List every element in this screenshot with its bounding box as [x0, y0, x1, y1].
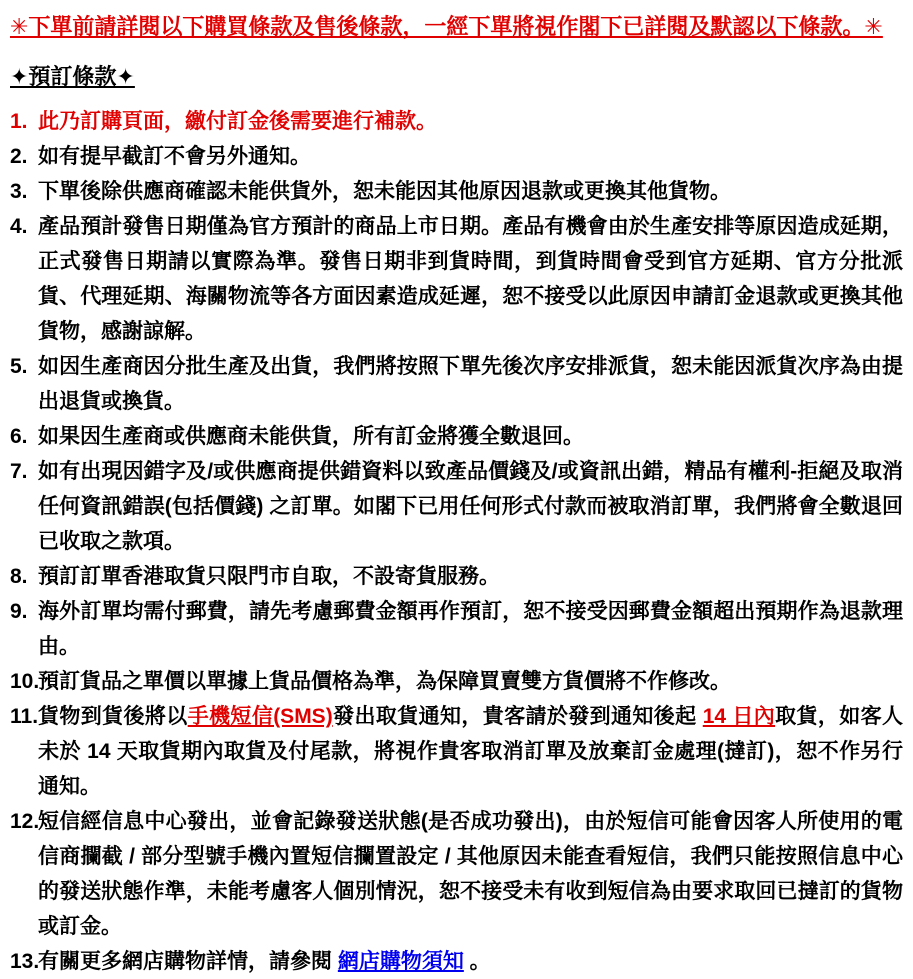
- item-text: [38, 950, 491, 973]
- item-text: 如因生產商因分批生產及出貨，我們將按照下單先後次序安排派貨，恕未能因派貨次序為由提出退貨或換貨。: [38, 355, 903, 413]
- item-number: 13.: [10, 950, 40, 973]
- item-text: 預訂貨品之單價以單據上貨品價格為準，為保障買賣雙方貨價將不作修改。: [38, 670, 731, 693]
- item-text: [38, 705, 903, 798]
- item-text: 短信經信息中心發出，並會記錄發送狀態(是否成功發出)，由於短信可能會因客人所使用的電信商攔截 / 部分型號手機內置短信攔置設定 / 其他原因未能查看短信，我們只能按照信息中心的發送狀態作準，未能考慮客人個別情況，恕不接受未有收到短信為由要求取回已撻訂的貨物或訂金。: [38, 810, 903, 938]
- item-number: 5.: [10, 355, 28, 378]
- list-item: [10, 419, 903, 454]
- list-item: [10, 804, 903, 944]
- list-item: [10, 594, 903, 664]
- list-item: [10, 349, 903, 419]
- item-text-segment: 取貨，如客人未於 14 天取貨期內取貨及付尾款，將視作貴客取消訂單及放棄訂金處理(撻訂)，恕不作另行通知。: [38, 705, 903, 798]
- terms-list: [10, 104, 903, 979]
- item-number: 4.: [10, 215, 28, 238]
- item-text-segment: 貨物到貨後將以: [38, 705, 188, 728]
- item-text: 下單後除供應商確認未能供貨外，恕未能因其他原因退款或更換其他貨物。: [38, 180, 731, 203]
- item-text: 此乃訂購頁面，繳付訂金後需要進行補款。: [38, 110, 437, 133]
- item-text: 預訂訂單香港取貨只限門市自取，不設寄貨服務。: [38, 565, 500, 588]
- document-title: ✳下單前請詳閱以下購買條款及售後條款，一經下單將視作閣下已詳閱及默認以下條款。✳: [10, 14, 883, 39]
- list-item: [10, 559, 903, 594]
- item-number: 12.: [10, 810, 40, 833]
- item-text: 如有出現因錯字及/或供應商提供錯資料以致產品價錢及/或資訊出錯，精品有權利-拒絕及取消任何資訊錯誤(包括價錢) 之訂單。如閣下已用任何形式付款而被取消訂單，我們將會全數退回已收取之款項。: [38, 460, 903, 553]
- item-text-segment: 。: [463, 950, 491, 973]
- item-number: 1.: [10, 110, 28, 133]
- item-number: 11.: [10, 705, 39, 728]
- item-text: 如有提早截訂不會另外通知。: [38, 145, 311, 168]
- item-number: 7.: [10, 460, 28, 483]
- item-number: 10.: [10, 670, 40, 693]
- list-item: [10, 174, 903, 209]
- shop-guide-link[interactable]: 網店購物須知: [337, 950, 464, 973]
- list-item: [10, 944, 903, 979]
- list-item: [10, 209, 903, 349]
- item-text: 產品預計發售日期僅為官方預計的商品上市日期。產品有機會由於生產安排等原因造成延期，正式發售日期請以實際為準。發售日期非到貨時間，到貨時間會受到官方延期、官方分批派貨、代理延期、海關物流等各方面因素造成延遲，恕不接受以此原因申請訂金退款或更換其他貨物，感謝諒解。: [38, 215, 903, 343]
- item-number: 6.: [10, 425, 28, 448]
- section-heading-preorder-terms: ✦預訂條款✦: [10, 64, 135, 89]
- list-item: [10, 454, 903, 559]
- item-text-segment: 發出取貨通知，貴客請於發到通知後起: [332, 705, 703, 728]
- list-item: [10, 699, 903, 804]
- item-number: 3.: [10, 180, 28, 203]
- item-number: 9.: [10, 600, 28, 623]
- item-number: 8.: [10, 565, 28, 588]
- item-text-segment: 有關更多網店購物詳情，請參閱: [38, 950, 338, 973]
- pickup-deadline-highlight: 14 日內: [702, 705, 776, 728]
- list-item: [10, 139, 903, 174]
- sms-notice-highlight: 手機短信(SMS): [187, 705, 333, 728]
- item-number: 2.: [10, 145, 28, 168]
- list-item: [10, 664, 903, 699]
- item-text: 如果因生產商或供應商未能供貨，所有訂金將獲全數退回。: [38, 425, 584, 448]
- item-text: 海外訂單均需付郵費，請先考慮郵費金額再作預訂，恕不接受因郵費金額超出預期作為退款理由。: [38, 600, 903, 658]
- list-item: [10, 104, 903, 139]
